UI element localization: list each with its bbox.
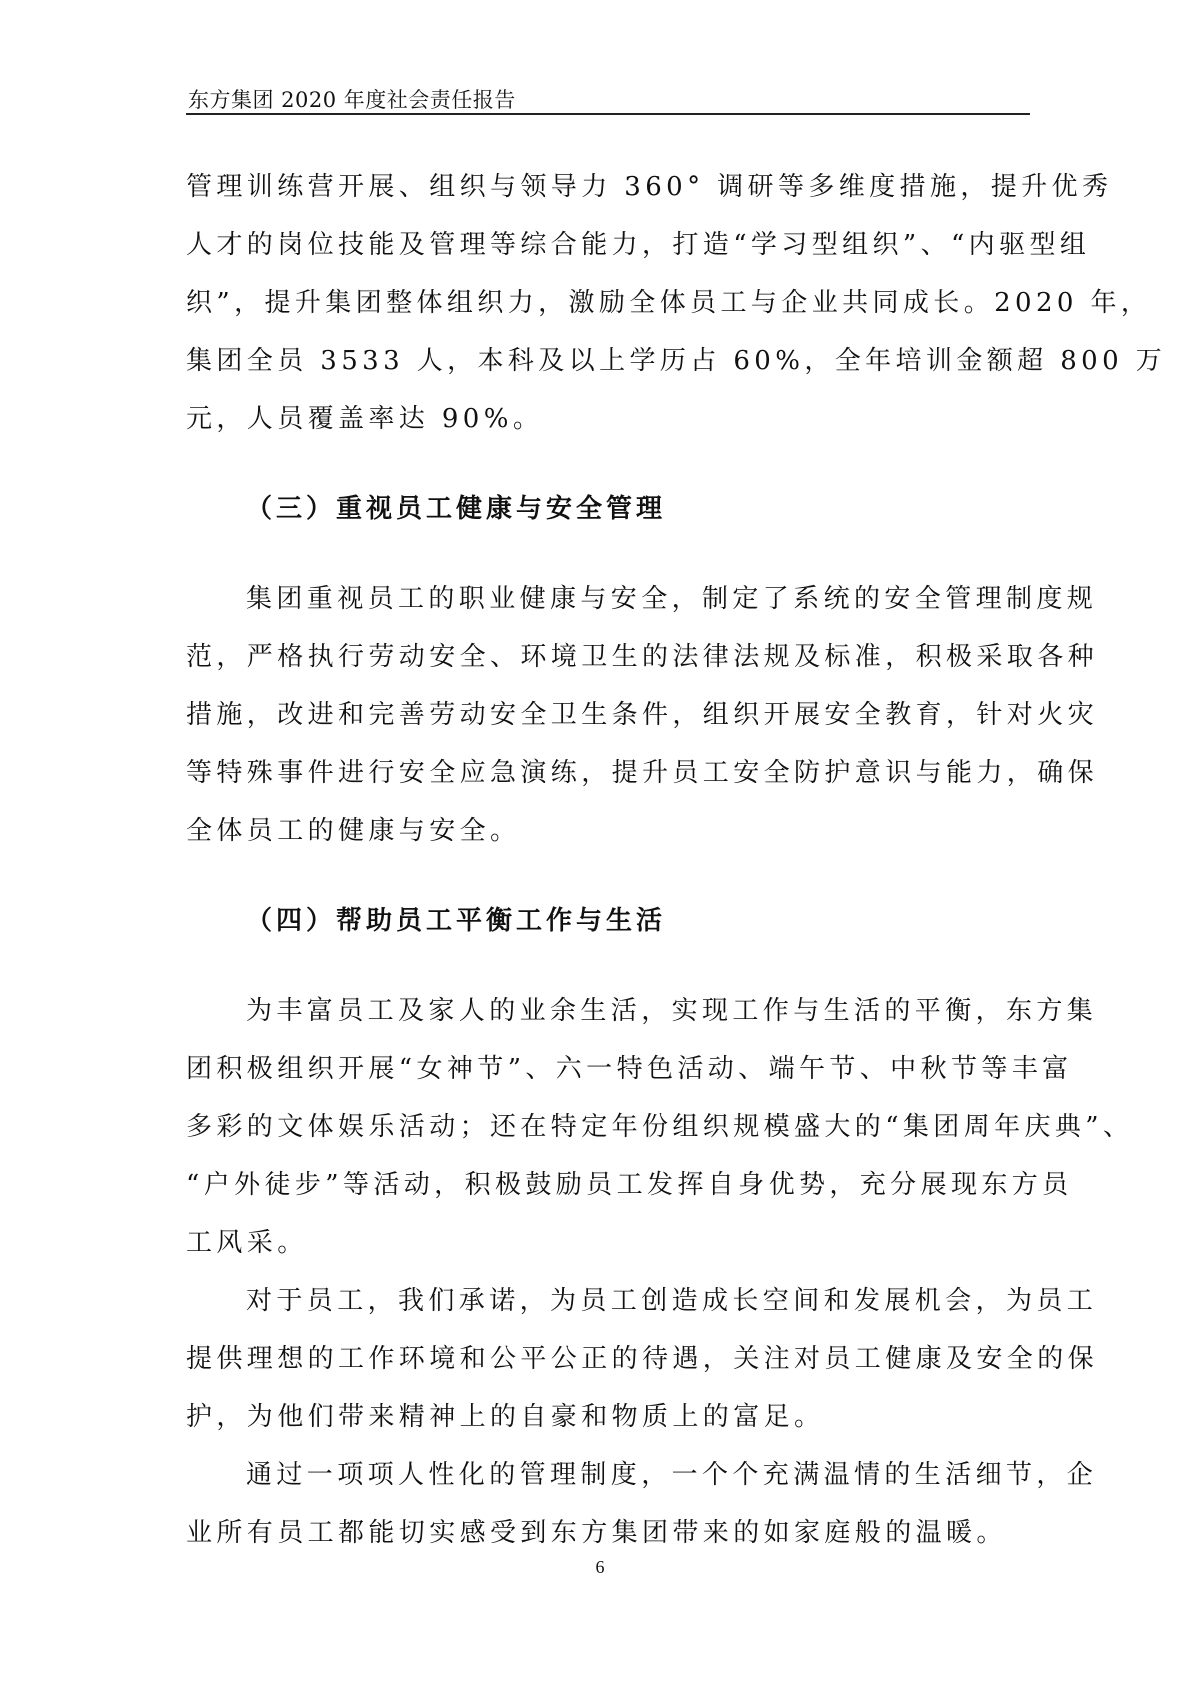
paragraph-line: 护，为他们带来精神上的自豪和物质上的富足。 xyxy=(186,1402,825,1432)
section-4-paragraph-1 xyxy=(186,982,1134,1272)
paragraph-line: 对于员工，我们承诺，为员工创造成长空间和发展机会，为员工 xyxy=(246,1286,1098,1316)
paragraph-line: 团积极组织开展“女神节”、六一特色活动、端午节、中秋节等丰富 xyxy=(186,1054,1073,1084)
paragraph-line: 元，人员覆盖率达 90%。 xyxy=(186,404,544,434)
paragraph-line: 提供理想的工作环境和公平公正的待遇，关注对员工健康及安全的保 xyxy=(186,1344,1099,1374)
spacer xyxy=(186,538,1030,570)
paragraph-line: 全体员工的健康与安全。 xyxy=(186,816,521,846)
section-3-paragraph xyxy=(186,570,1099,860)
paragraph-line: 集团全员 3533 人，本科及以上学历占 60%，全年培训金额超 800 万 xyxy=(186,346,1167,376)
paragraph-line: 措施，改进和完善劳动安全卫生条件，组织开展安全教育，针对火灾 xyxy=(186,700,1099,730)
paragraph-line: 多彩的文体娱乐活动；还在特定年份组织规模盛大的“集团周年庆典”、 xyxy=(186,1112,1134,1142)
paragraph-line: 通过一项项人性化的管理制度，一个个充满温情的生活细节，企 xyxy=(246,1460,1098,1490)
spacer xyxy=(186,950,1030,982)
paragraph-continued xyxy=(186,158,1167,448)
paragraph-line: 管理训练营开展、组织与领导力 360° 调研等多维度措施，提升优秀 xyxy=(186,172,1113,202)
section-4-paragraph-3 xyxy=(186,1446,1098,1562)
header-rule xyxy=(186,113,1030,115)
paragraph-line: 集团重视员工的职业健康与安全，制定了系统的安全管理制度规 xyxy=(246,584,1098,614)
spacer xyxy=(186,448,1030,480)
paragraph-line: 等特殊事件进行安全应急演练，提升员工安全防护意识与能力，确保 xyxy=(186,758,1099,788)
paragraph-line: 织”，提升集团整体组织力，激励全体员工与企业共同成长。2020 年， xyxy=(186,288,1152,318)
paragraph-line: 业所有员工都能切实感受到东方集团带来的如家庭般的温暖。 xyxy=(186,1518,1007,1548)
section-heading-4: （四）帮助员工平衡工作与生活 xyxy=(246,906,667,936)
paragraph-line: 人才的岗位技能及管理等综合能力，打造“学习型组织”、“内驱型组 xyxy=(186,230,1091,260)
paragraph-line: “户外徒步”等活动，积极鼓励员工发挥自身优势，充分展现东方员 xyxy=(186,1170,1073,1200)
paragraph-line: 范，严格执行劳动安全、环境卫生的法律法规及标准，积极采取各种 xyxy=(186,642,1099,672)
section-heading-3: （三）重视员工健康与安全管理 xyxy=(246,494,667,524)
section-4-paragraph-2 xyxy=(186,1272,1099,1446)
page-number: 6 xyxy=(595,1557,605,1577)
spacer xyxy=(186,860,1030,892)
paragraph-line: 工风采。 xyxy=(186,1228,308,1258)
page-body xyxy=(186,158,1167,1562)
running-header: 东方集团 2020 年度社会责任报告 xyxy=(188,88,516,112)
paragraph-line: 为丰富员工及家人的业余生活，实现工作与生活的平衡，东方集 xyxy=(246,996,1098,1026)
